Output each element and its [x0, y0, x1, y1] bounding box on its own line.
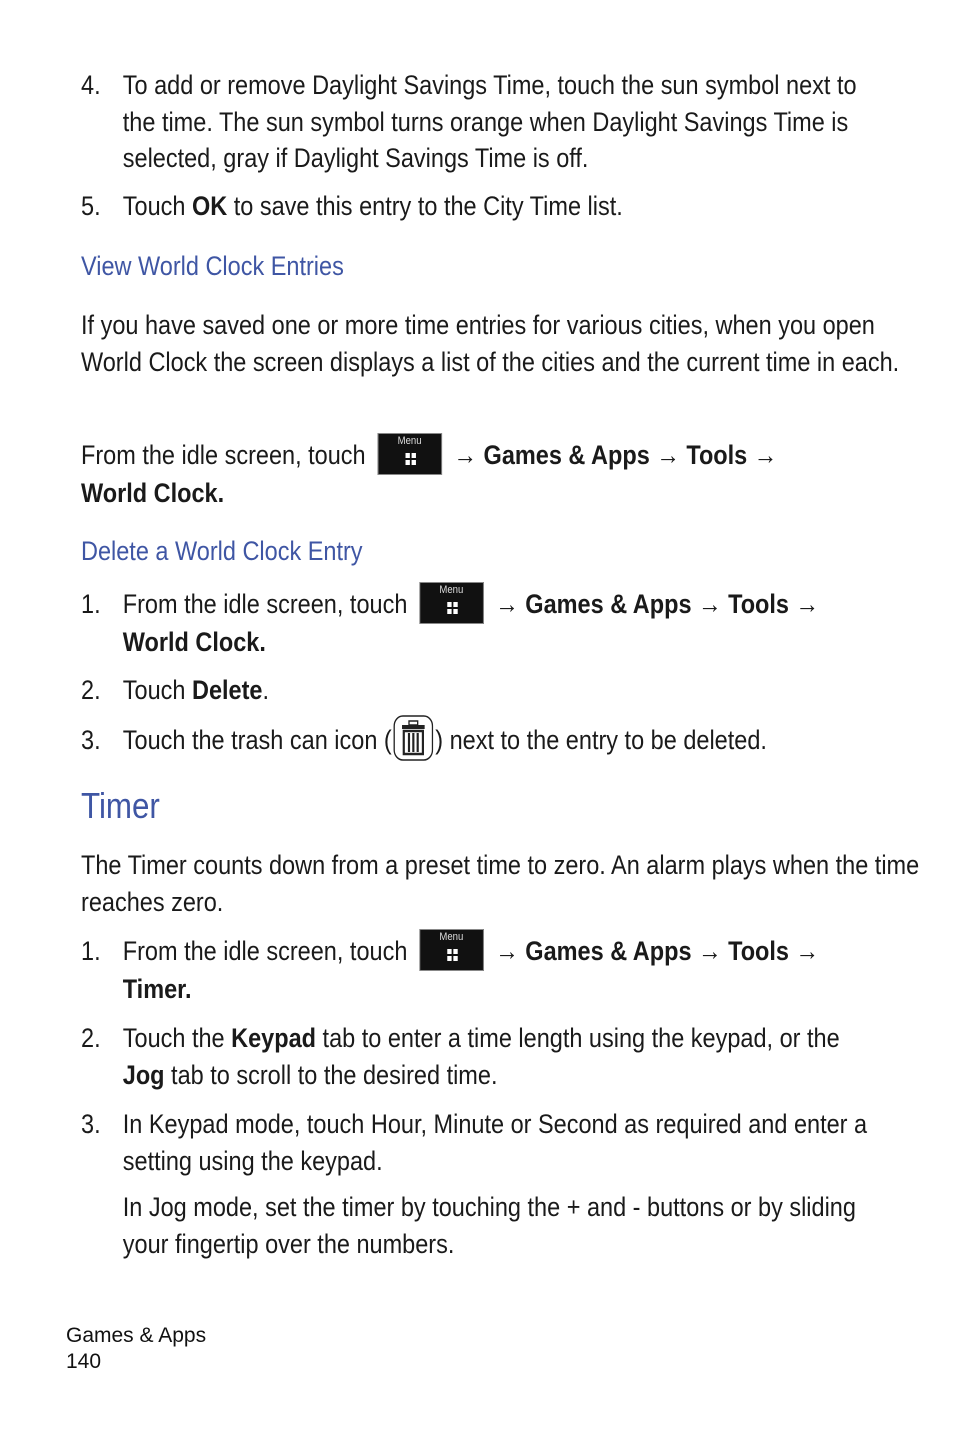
arrow-icon: → — [656, 440, 680, 470]
ok-label: OK — [191, 191, 228, 221]
delete-step-2: 2. Touch Delete. — [81, 675, 270, 705]
timer-step-2: 2. Touch the Keypad tab to enter a time length using the keypad, or the Jog tab to scroll to the desired time. — [81, 1023, 840, 1090]
heading-timer: Timer — [81, 785, 160, 826]
jog-mode-note: In Jog mode, set the timer by touching the + and - buttons or by sliding your fingertip over the numbers. — [122, 1192, 856, 1259]
arrow-icon: → — [795, 936, 820, 966]
step-number: 5. — [81, 191, 101, 221]
menu-key-icon: Menu — [419, 929, 483, 971]
subheading-delete-entry: Delete a World Clock Entry — [81, 536, 363, 566]
step-text: Touch OK to save this entry to the City Time list. — [122, 191, 623, 221]
arrow-icon: → — [753, 440, 778, 470]
arrow-icon: → — [698, 936, 722, 966]
timer-body: The Timer counts down from a preset time to zero. An alarm plays when the time reaches zero. — [81, 850, 920, 917]
arrow-icon: → — [795, 589, 820, 619]
arrow-icon: → — [453, 440, 478, 470]
view-nav-path: From the idle screen, touch Menu → Games & Apps → Tools → World Clock. — [81, 434, 778, 508]
page-number: 140 — [66, 1350, 102, 1373]
step-text: To add or remove Daylight Savings Time, touch the sun symbol next to the time. The sun symbol turns orange when Daylight Savings Time is selected, gray if Daylight Savings Time is off. — [122, 70, 857, 173]
arrow-icon: → — [495, 589, 519, 619]
view-body: If you have saved one or more time entries for various cities, when you open World Clock the screen displays a list of the cities and the current time in each. — [81, 310, 900, 377]
arrow-icon: → — [495, 936, 519, 966]
subheading-view-world-clock: View World Clock Entries — [81, 251, 344, 281]
menu-key-icon: Menu — [377, 433, 441, 475]
timer-step-1: 1. From the idle screen, touch Menu → Games & Apps → Tools → Timer. — [81, 930, 820, 1004]
delete-step-3: 3. Touch the trash can icon ( ) next to the entry to be deleted. — [81, 722, 890, 761]
menu-key-icon: Menu — [419, 582, 483, 624]
step-number: 4. — [81, 70, 101, 100]
arrow-icon: → — [698, 589, 722, 619]
step-5 — [81, 188, 890, 225]
footer-section-name: Games & Apps — [66, 1324, 207, 1347]
trash-can-icon — [393, 715, 433, 761]
delete-label: Delete — [191, 675, 263, 705]
step-4 — [81, 67, 881, 177]
timer-step-3: 3. In Keypad mode, touch Hour, Minute or Second as required and enter a setting using the keypad. In Jog mode, set the timer by touching the + and - buttons or by sliding your fingertip over the numbers. — [81, 1106, 890, 1262]
delete-step-1: 1. From the idle screen, touch Menu → Games & Apps → Tools → World Clock. — [81, 583, 820, 657]
footer — [66, 1323, 206, 1375]
